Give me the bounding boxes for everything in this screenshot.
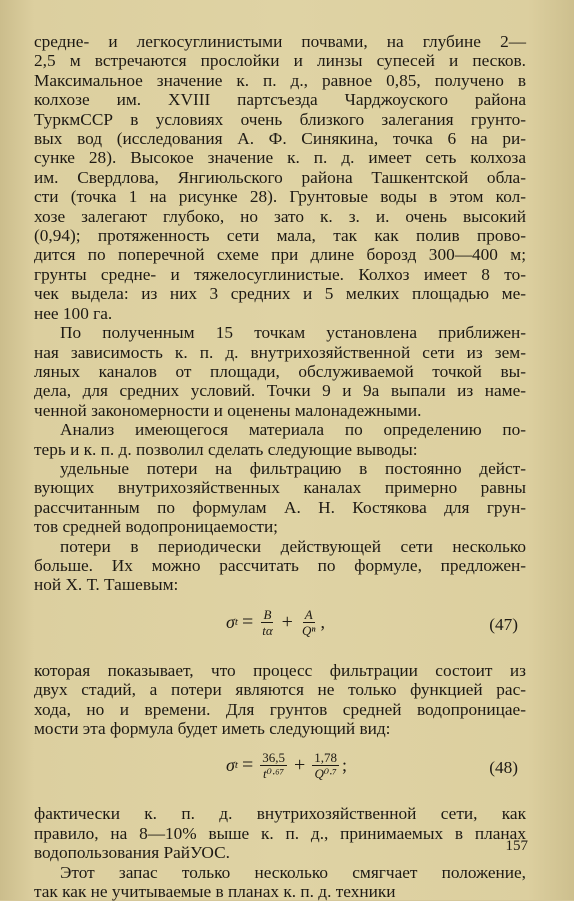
text-line: рассчитанным по формулам А. Н. Костякова для грун- xyxy=(34,497,526,517)
text-line: водопользования РайУОС. xyxy=(34,843,230,863)
text-line: терь и к. п. д. позволил сделать следующие выводы: xyxy=(34,439,418,459)
formula-48-number: (48) xyxy=(489,758,518,778)
text-line: хозе залегают глубоко, но зато к. з. и. очень высокий xyxy=(34,206,526,226)
text-line: правило, на 8—10% выше к. п. д., принимаемых в планах xyxy=(34,823,526,843)
text-line: чек выдела: из них 3 средних и 5 мелких площадью ме- xyxy=(34,284,526,304)
text-line: вых вод (исследования А. Ф. Синякина, точка 6 на ри- xyxy=(34,129,526,149)
formula-47-lhs: σ xyxy=(226,611,235,632)
text-line: сти (точка 1 на рисунке 28). Грунтовые воды в этом кол- xyxy=(34,187,526,207)
text-line: потери в периодически действующей сети несколько xyxy=(60,536,526,556)
paragraph-4 xyxy=(34,459,526,537)
text-line: удельные потери на фильтрацию в постоянно дейст- xyxy=(60,458,526,478)
formula-47-tail: , xyxy=(320,611,325,632)
body-text xyxy=(34,32,526,901)
formula-48-frac2-denominator: Q⁰·⁷ xyxy=(314,766,337,782)
text-line: По полученным 15 точкам установлена приближен- xyxy=(60,323,526,343)
text-line: ной Х. Т. Ташевым: xyxy=(34,575,179,595)
paragraph-5 xyxy=(34,537,526,595)
text-line: нее 100 га. xyxy=(34,303,113,323)
text-line: ная зависимость к. п. д. внутрихозяйственной сети из зем- xyxy=(34,342,526,362)
formula-47-frac1-numerator: B xyxy=(263,606,272,622)
formula-47-frac2-denominator: Qⁿ xyxy=(301,622,316,638)
text-line: ТуркмССР в условиях очень близкого залегания грунто- xyxy=(34,109,526,129)
formula-47-number: (47) xyxy=(489,614,518,634)
formula-48-equals: = xyxy=(241,754,254,777)
text-line: средне- и легкосуглинистыми почвами, на глубине 2— xyxy=(34,32,526,51)
text-line: хода, но и времени. Для грунтов средней водопроницае- xyxy=(34,699,526,719)
text-line: так как не учитываемые в планах к. п. д. техники xyxy=(34,882,396,901)
text-line: мости эта формула будет иметь следующий вид: xyxy=(34,719,391,738)
formula-48 xyxy=(34,744,526,800)
text-line: вующих внутрихозяйственных каналах примерно равны xyxy=(34,478,526,498)
formula-48-frac2-numerator: 1,78 xyxy=(314,750,338,766)
text-line: Максимальное значение к. п. д., равное 0,85, получено в xyxy=(34,70,526,90)
formula-47 xyxy=(34,601,526,657)
text-line: грунты средне- и тяжелосуглинистые. Колхоз имеет 8 то- xyxy=(34,264,526,284)
text-line: колхозе им. XVIII партсъезда Чарджоуского района xyxy=(34,90,526,110)
paragraph-8 xyxy=(34,863,526,901)
formula-48-frac1-denominator: t⁰·⁶⁷ xyxy=(263,766,285,782)
text-line: дится по поперечной схеме при длине борозд 300—400 м; xyxy=(34,245,526,265)
text-line: дела, для средних условий. Точки 9 и 9а выпали из наме- xyxy=(34,381,526,401)
formula-47-expression xyxy=(226,607,325,638)
formula-47-plus: + xyxy=(281,610,293,633)
formula-48-frac1-numerator: 36,5 xyxy=(262,750,285,766)
paragraph-7 xyxy=(34,804,526,862)
text-line: больше. Их можно рассчитать по формуле, предложен- xyxy=(34,555,526,575)
text-line: (0,94); протяженность сети мала, так как полив прово- xyxy=(34,226,526,246)
text-line: Этот запас только несколько смягчает положение, xyxy=(60,862,526,882)
paragraph-2 xyxy=(34,323,526,420)
formula-48-expression xyxy=(226,750,347,781)
text-line: фактически к. п. д. внутрихозяйственной сети, как xyxy=(34,804,526,824)
formula-48-fraction-1 xyxy=(260,750,287,781)
text-line: которая показывает, что процесс фильтрации состоит из xyxy=(34,660,526,680)
formula-47-lhs-sub: t xyxy=(234,615,238,628)
formula-47-frac2-numerator: A xyxy=(304,606,313,622)
formula-47-equals: = xyxy=(241,610,254,633)
text-line: тов средней водопроницаемости; xyxy=(34,517,278,537)
formula-48-tail: ; xyxy=(342,755,348,776)
paragraph-3 xyxy=(34,420,526,459)
formula-48-lhs: σ xyxy=(226,755,235,776)
text-line: сунке 28). Высокое значение к. п. д. имеет сеть колхоза xyxy=(34,148,526,168)
formula-47-fraction-2 xyxy=(300,607,317,638)
formula-47-frac1-denominator: tα xyxy=(262,622,273,638)
paragraph-1 xyxy=(34,32,526,323)
formula-48-plus: + xyxy=(293,754,306,777)
text-line: Анализ имеющегося материала по определению по- xyxy=(60,420,526,440)
text-line: ченной закономерности и оценены малонадежными. xyxy=(34,400,422,420)
formula-48-lhs-sub: t xyxy=(234,759,238,772)
formula-48-fraction-2 xyxy=(312,750,339,781)
text-line: 2,5 м встречаются прослойки и линзы супесей и песков. xyxy=(34,51,526,71)
text-line: двух стадий, а потери являются не только функцией рас- xyxy=(34,680,526,700)
text-line: им. Свердлова, Янгиюльского района Ташкентской обла- xyxy=(34,167,526,187)
text-line: ляных каналов от площади, обслуживаемой точкой вы- xyxy=(34,361,526,381)
formula-47-fraction-1 xyxy=(260,607,274,638)
paragraph-6 xyxy=(34,661,526,739)
page-number: 157 xyxy=(505,838,528,854)
